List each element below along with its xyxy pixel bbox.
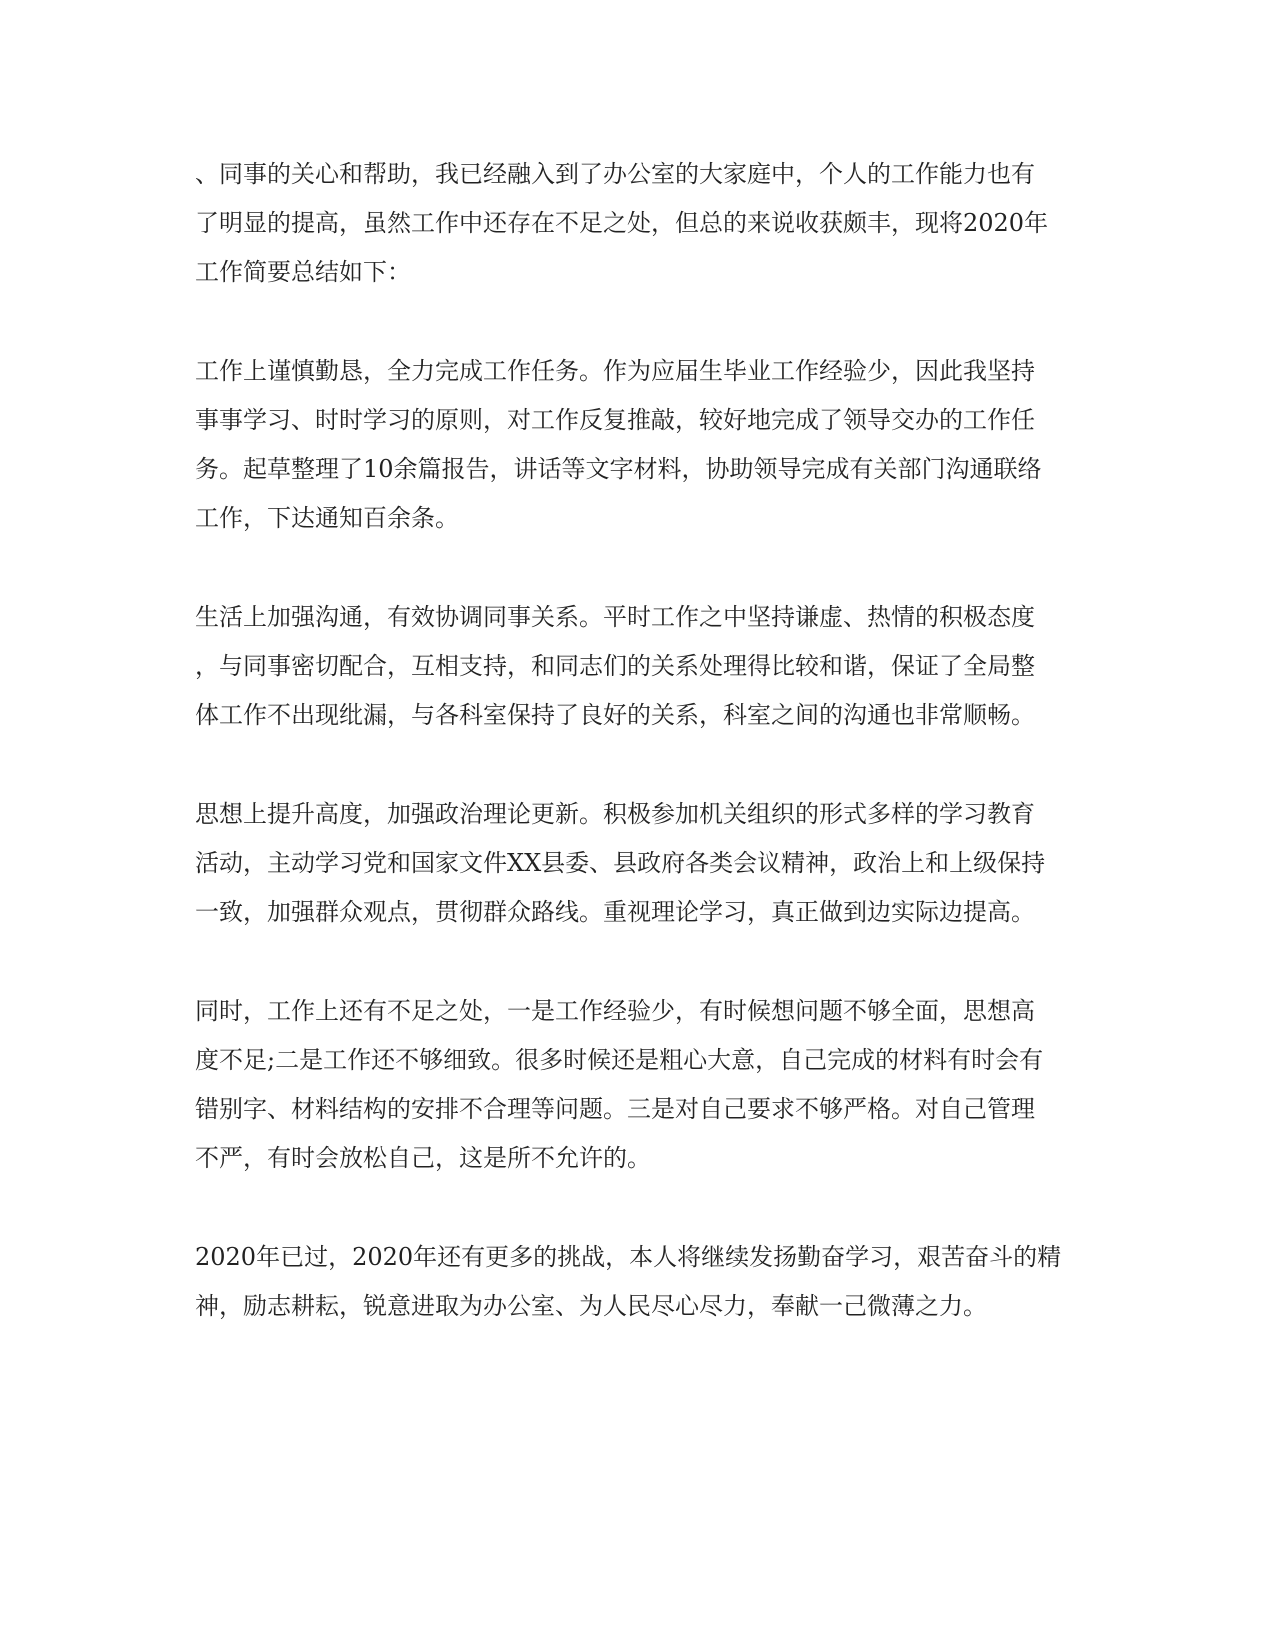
paragraph-shortcomings [195,987,1095,1183]
text-line: 度不足;二是工作还不够细致。很多时候还是粗心大意，自己完成的材料有时会有 [195,1046,1044,1074]
text-line: 生活上加强沟通，有效协调同事关系。平时工作之中坚持谦虚、热情的积极态度 [195,603,1035,631]
document-body [195,150,1095,1381]
paragraph-life [195,593,1095,740]
text-line: 同时，工作上还有不足之处，一是工作经验少，有时候想问题不够全面，思想高 [195,997,1035,1025]
text-line: 、同事的关心和帮助，我已经融入到了办公室的大家庭中，个人的工作能力也有 [195,160,1035,188]
paragraph-intro [195,150,1095,297]
text-line: 不严，有时会放松自己，这是所不允许的。 [195,1144,651,1172]
paragraph-outlook [195,1233,1095,1331]
text-line: 2020年已过，2020年还有更多的挑战，本人将继续发扬勤奋学习，艰苦奋斗的精 [195,1243,1062,1271]
text-line: 一致，加强群众观点，贯彻群众路线。重视理论学习，真正做到边实际边提高。 [195,898,1035,926]
paragraph-thought [195,790,1095,937]
text-line: 神，励志耕耘，锐意进取为办公室、为人民尽心尽力，奉献一己微薄之力。 [195,1292,987,1320]
text-line: 思想上提升高度，加强政治理论更新。积极参加机关组织的形式多样的学习教育 [195,800,1035,828]
paragraph-work [195,347,1095,543]
text-line: 务。起草整理了10余篇报告，讲话等文字材料，协助领导完成有关部门沟通联络 [195,455,1042,483]
text-line: 体工作不出现纰漏，与各科室保持了良好的关系，科室之间的沟通也非常顺畅。 [195,701,1035,729]
text-line: 活动，主动学习党和国家文件XX县委、县政府各类会议精神，政治上和上级保持 [195,849,1046,877]
text-line: 工作，下达通知百余条。 [195,504,459,532]
text-line: 了明显的提高，虽然工作中还存在不足之处，但总的来说收获颇丰，现将2020年 [195,209,1049,237]
text-line: 工作简要总结如下： [195,258,411,286]
text-line: 工作上谨慎勤恳，全力完成工作任务。作为应届生毕业工作经验少，因此我坚持 [195,357,1035,385]
text-line: 事事学习、时时学习的原则，对工作反复推敲，较好地完成了领导交办的工作任 [195,406,1035,434]
text-line: 错别字、材料结构的安排不合理等问题。三是对自己要求不够严格。对自己管理 [195,1095,1035,1123]
text-line: ，与同事密切配合，互相支持，和同志们的关系处理得比较和谐，保证了全局整 [195,652,1035,680]
